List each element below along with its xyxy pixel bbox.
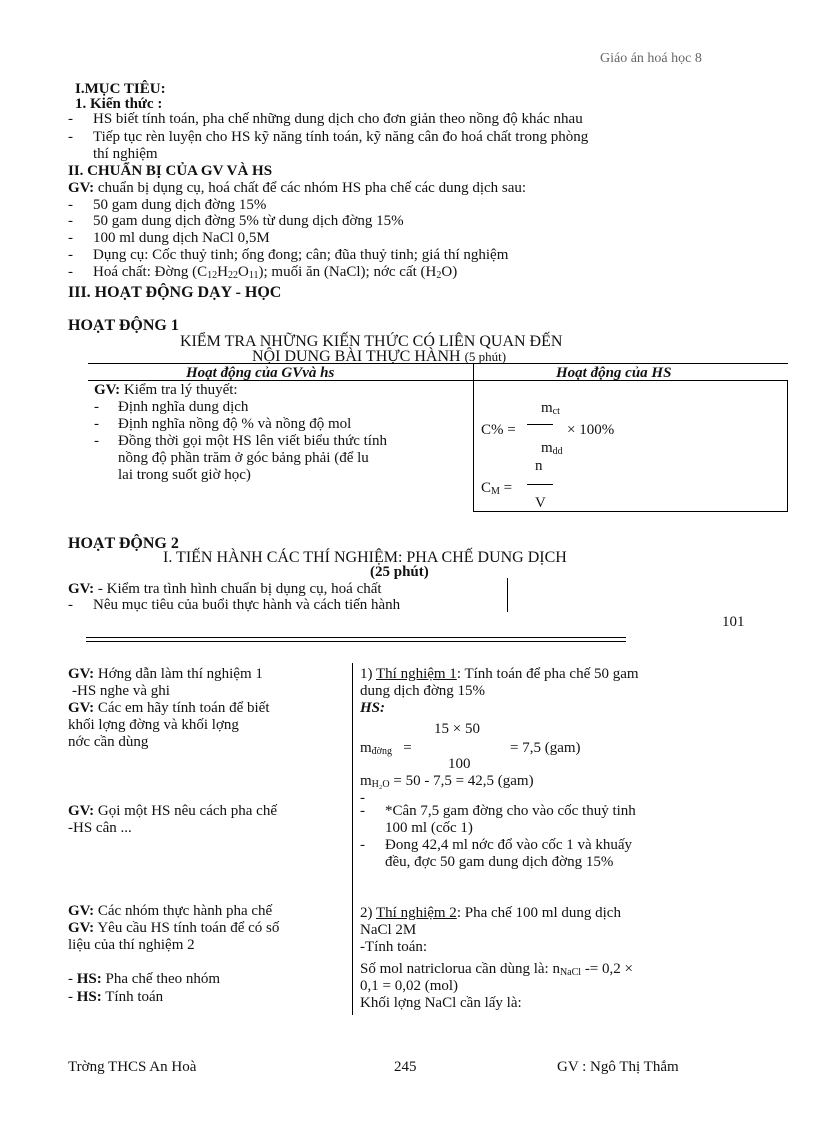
title-text: NỘI DUNG BÀI THỰC HÀNH (252, 348, 461, 365)
row-text: Số mol natriclorua cần dùng là: n (360, 961, 560, 977)
page-header: Giáo án hoá học 8 (600, 51, 702, 66)
gv-label: GV: (68, 903, 95, 919)
formula-sub: H₂O (371, 779, 390, 790)
gv-text: chuẩn bị dụng cụ, hoá chất để các nhóm HS pha chế các dung dịch sau: (97, 180, 527, 196)
gv-label: GV: (68, 700, 95, 716)
formula-sub: NaCl (559, 967, 582, 978)
activity-2-label: HOẠT ĐỘNG 2 (68, 535, 179, 552)
gv-line (94, 383, 238, 398)
double-rule-bottom (86, 641, 626, 642)
right-row (360, 962, 633, 978)
formula-n: n (535, 458, 543, 474)
table-top-line (88, 363, 788, 364)
exp-title: Thí nghiệm 2 (375, 905, 457, 921)
list-item: Định nghĩa nồng độ % và nồng độ mol (118, 416, 352, 432)
formula-m-water (360, 774, 534, 790)
column-header-gv: Hoạt động của GVvà hs (186, 365, 335, 381)
formula-text: m (360, 740, 372, 756)
left-row: liệu của thí nghiệm 2 (68, 937, 195, 953)
formula-text: = 50 - 7,5 = 42,5 (gam) (393, 773, 534, 789)
hs-label: HS: (76, 971, 102, 987)
activity-1-label: HOẠT ĐỘNG 1 (68, 317, 179, 334)
lower-column-divider (352, 663, 353, 1015)
formula-sub: M (491, 486, 500, 497)
footer-teacher: GV : Ngô Thị Thắm (557, 1059, 679, 1075)
activity-2-duration: (25 phút) (370, 564, 429, 580)
left-row: nớc cần dùng (68, 734, 149, 750)
exp-title: Thí nghiệm 1 (375, 666, 457, 682)
chem-sub: 12 (207, 270, 218, 281)
fraction-numerator: 15 × 50 (434, 721, 480, 737)
exp-number: 1) (360, 666, 373, 682)
formula-c-label: C% = (481, 422, 516, 438)
duration: (5 phút) (464, 349, 507, 364)
right-row (360, 667, 639, 682)
fraction-denominator: 100 (448, 756, 471, 772)
right-row: *Cân 7,5 gam đờng cho vào cốc thuỷ tinh (385, 803, 636, 819)
gv-label: GV: (68, 803, 95, 819)
left-row: -HS nghe và ghi (72, 683, 170, 699)
left-row: khối lợng đờng và khối lợng (68, 717, 239, 733)
left-row (68, 921, 279, 936)
formula-sub: ct (552, 406, 560, 417)
bullet-dash: - (68, 597, 73, 613)
row-text: Các em hãy tính toán để biết (97, 700, 270, 716)
table-bottom-line (473, 511, 788, 512)
bullet-dash: - (68, 230, 73, 246)
bullet-dash: - (94, 416, 99, 432)
activity-2-title: I. TIẾN HÀNH CÁC THÍ NGHIỆM: PHA CHẾ DUNG DỊCH (163, 549, 567, 566)
table-header-line (88, 380, 788, 381)
left-row (68, 804, 277, 819)
list-item: nồng độ phần trăm ở góc bảng phải (để lu (118, 450, 369, 466)
section-2-title: II. CHUẨN BỊ CỦA GV VÀ HS (68, 163, 273, 179)
right-row: Khối lợng NaCl cần lấy là: (360, 995, 522, 1011)
list-item: Tiếp tục rèn luyện cho HS kỹ năng tính toán, kỹ năng cân đo hoá chất trong phòng (93, 129, 589, 145)
chem-text: O (238, 264, 249, 280)
row-text: : Pha chế 100 ml dung dịch (456, 905, 621, 921)
gv-label: GV: (68, 666, 95, 682)
bullet-dash: - (94, 433, 99, 449)
column-header-hs: Hoạt động của HS (556, 365, 672, 381)
column-divider (507, 578, 508, 612)
bullet-dash: - (360, 803, 365, 819)
bullet-dash: - (68, 247, 73, 263)
list-item: thí nghiệm (93, 146, 158, 162)
right-row (360, 906, 621, 921)
exp-number: 2) (360, 905, 373, 921)
formula-text: m (541, 400, 553, 416)
row-text: Gọi một HS nêu cách pha chế (97, 803, 277, 819)
bullet-dash: - (68, 111, 73, 127)
formula-text: m (360, 773, 372, 789)
footer-page-number: 245 (394, 1059, 417, 1075)
formula-eq: = (503, 480, 513, 496)
subtitle-text: 1. Kiến thức : (75, 96, 163, 112)
formula-result: = 7,5 (gam) (510, 740, 581, 756)
section-1-subtitle (75, 97, 162, 112)
footer-school: Trờng THCS An Hoà (68, 1059, 197, 1075)
left-row: - HS: Tính toán (68, 989, 164, 1005)
list-item: Định nghĩa dung dịch (118, 399, 249, 415)
formula-text: C (481, 480, 492, 496)
fraction-bar (527, 484, 553, 485)
list-item: 50 gam dung dịch đờng 5% từ dung dịch đờng 15% (93, 213, 404, 229)
gv-label: GV: (68, 180, 95, 196)
right-row: Đong 42,4 ml nớc đổ vào cốc 1 và khuấy (385, 837, 633, 853)
formula-text: m (541, 440, 553, 456)
gv-line (68, 582, 382, 597)
list-item: 50 gam dung dịch đờng 15% (93, 197, 267, 213)
list-item: Đồng thời gọi một HS lên viết biểu thức tính (118, 433, 387, 449)
formula-times: × 100% (567, 422, 615, 438)
right-row: NaCl 2M (360, 922, 417, 938)
fraction-bar (527, 424, 553, 425)
hs-label: HS: (76, 989, 102, 1005)
bullet-dash: - (68, 129, 73, 145)
gv-text: - Kiểm tra tình hình chuẩn bị dụng cụ, hoá chất (97, 581, 382, 597)
row-text: Các nhóm thực hành pha chế (97, 903, 273, 919)
formula-sub: dd (552, 446, 563, 457)
left-row (68, 667, 263, 682)
formula-v: V (535, 495, 546, 511)
list-item: Dụng cụ: Cốc thuỷ tinh; ống đong; cân; đũa thuỷ tinh; giá thí nghiệm (93, 247, 509, 263)
table-divider (473, 363, 474, 511)
left-row: - HS: Pha chế theo nhóm (68, 971, 221, 987)
bullet-dash: - (360, 837, 365, 853)
bullet-dash: - (94, 399, 99, 415)
bullet-dash: - (68, 213, 73, 229)
chem-sub: 2 (436, 270, 442, 281)
table-right-border (787, 380, 788, 511)
section-3-title: III. HOẠT ĐỘNG DẠY - HỌC (68, 284, 282, 301)
row-text: : Tính toán để pha chế 50 gam (456, 666, 639, 682)
right-row: đều, đợc 50 gam dung dịch đờng 15% (385, 854, 614, 870)
gv-label: GV: (68, 920, 95, 936)
right-row: 100 ml (cốc 1) (385, 820, 473, 836)
gv-text: Kiểm tra lý thuyết: (123, 382, 238, 398)
formula-sub: đờng (371, 746, 392, 757)
chem-text: ); muối ăn (NaCl); nớc cất (H (258, 264, 437, 280)
section-1-title: I.MỤC TIÊU: (75, 81, 166, 97)
chem-text: O) (441, 264, 458, 280)
left-row (68, 701, 270, 716)
formula-eq: = (403, 740, 412, 756)
formula-mct (541, 401, 560, 417)
row-text: Yêu cầu HS tính toán để có số (97, 920, 280, 936)
list-item: Nêu mục tiêu của buổi thực hành và cách tiến hành (93, 597, 401, 613)
bullet-dash: - (68, 264, 73, 280)
hs-label: HS: (360, 700, 386, 716)
page-number-inner: 101 (722, 614, 745, 630)
gv-label: GV: (68, 581, 95, 597)
list-item: 100 ml dung dịch NaCl 0,5M (93, 230, 270, 246)
formula-m-duong (360, 741, 412, 757)
gv-line (68, 181, 526, 196)
left-row (68, 904, 272, 919)
gv-label: GV: (94, 382, 121, 398)
right-row: -Tính toán: (360, 939, 428, 955)
right-row: dung dịch đờng 15% (360, 683, 486, 699)
chem-sub: 11 (248, 270, 259, 281)
bullet-dash: - (68, 197, 73, 213)
chem-text: H (217, 264, 228, 280)
list-item: HS biết tính toán, pha chế những dung dịch cho đơn giản theo nồng độ khác nhau (93, 111, 583, 127)
left-row: -HS cân ... (68, 820, 132, 836)
activity-1-title: KIỂM TRA NHỮNG KIẾN THỨC CÓ LIÊN QUAN ĐẾN (180, 333, 563, 350)
right-row: 0,1 = 0,02 (mol) (360, 978, 459, 994)
list-item: lai trong suốt giờ học) (118, 467, 251, 483)
double-rule-top (86, 637, 626, 638)
chem-text: Hoá chất: Đờng (C (93, 264, 208, 280)
row-text: Tính toán (105, 989, 164, 1005)
chemicals-line (93, 265, 457, 281)
formula-cm-label (481, 481, 512, 497)
bullet-dash: - (360, 790, 365, 806)
formula-mdd (541, 441, 563, 457)
row-text: Hớng dẫn làm thí nghiệm 1 (97, 666, 263, 682)
row-text: Pha chế theo nhóm (105, 971, 221, 987)
row-text: -= 0,2 × (584, 961, 633, 977)
chem-sub: 22 (228, 270, 238, 281)
